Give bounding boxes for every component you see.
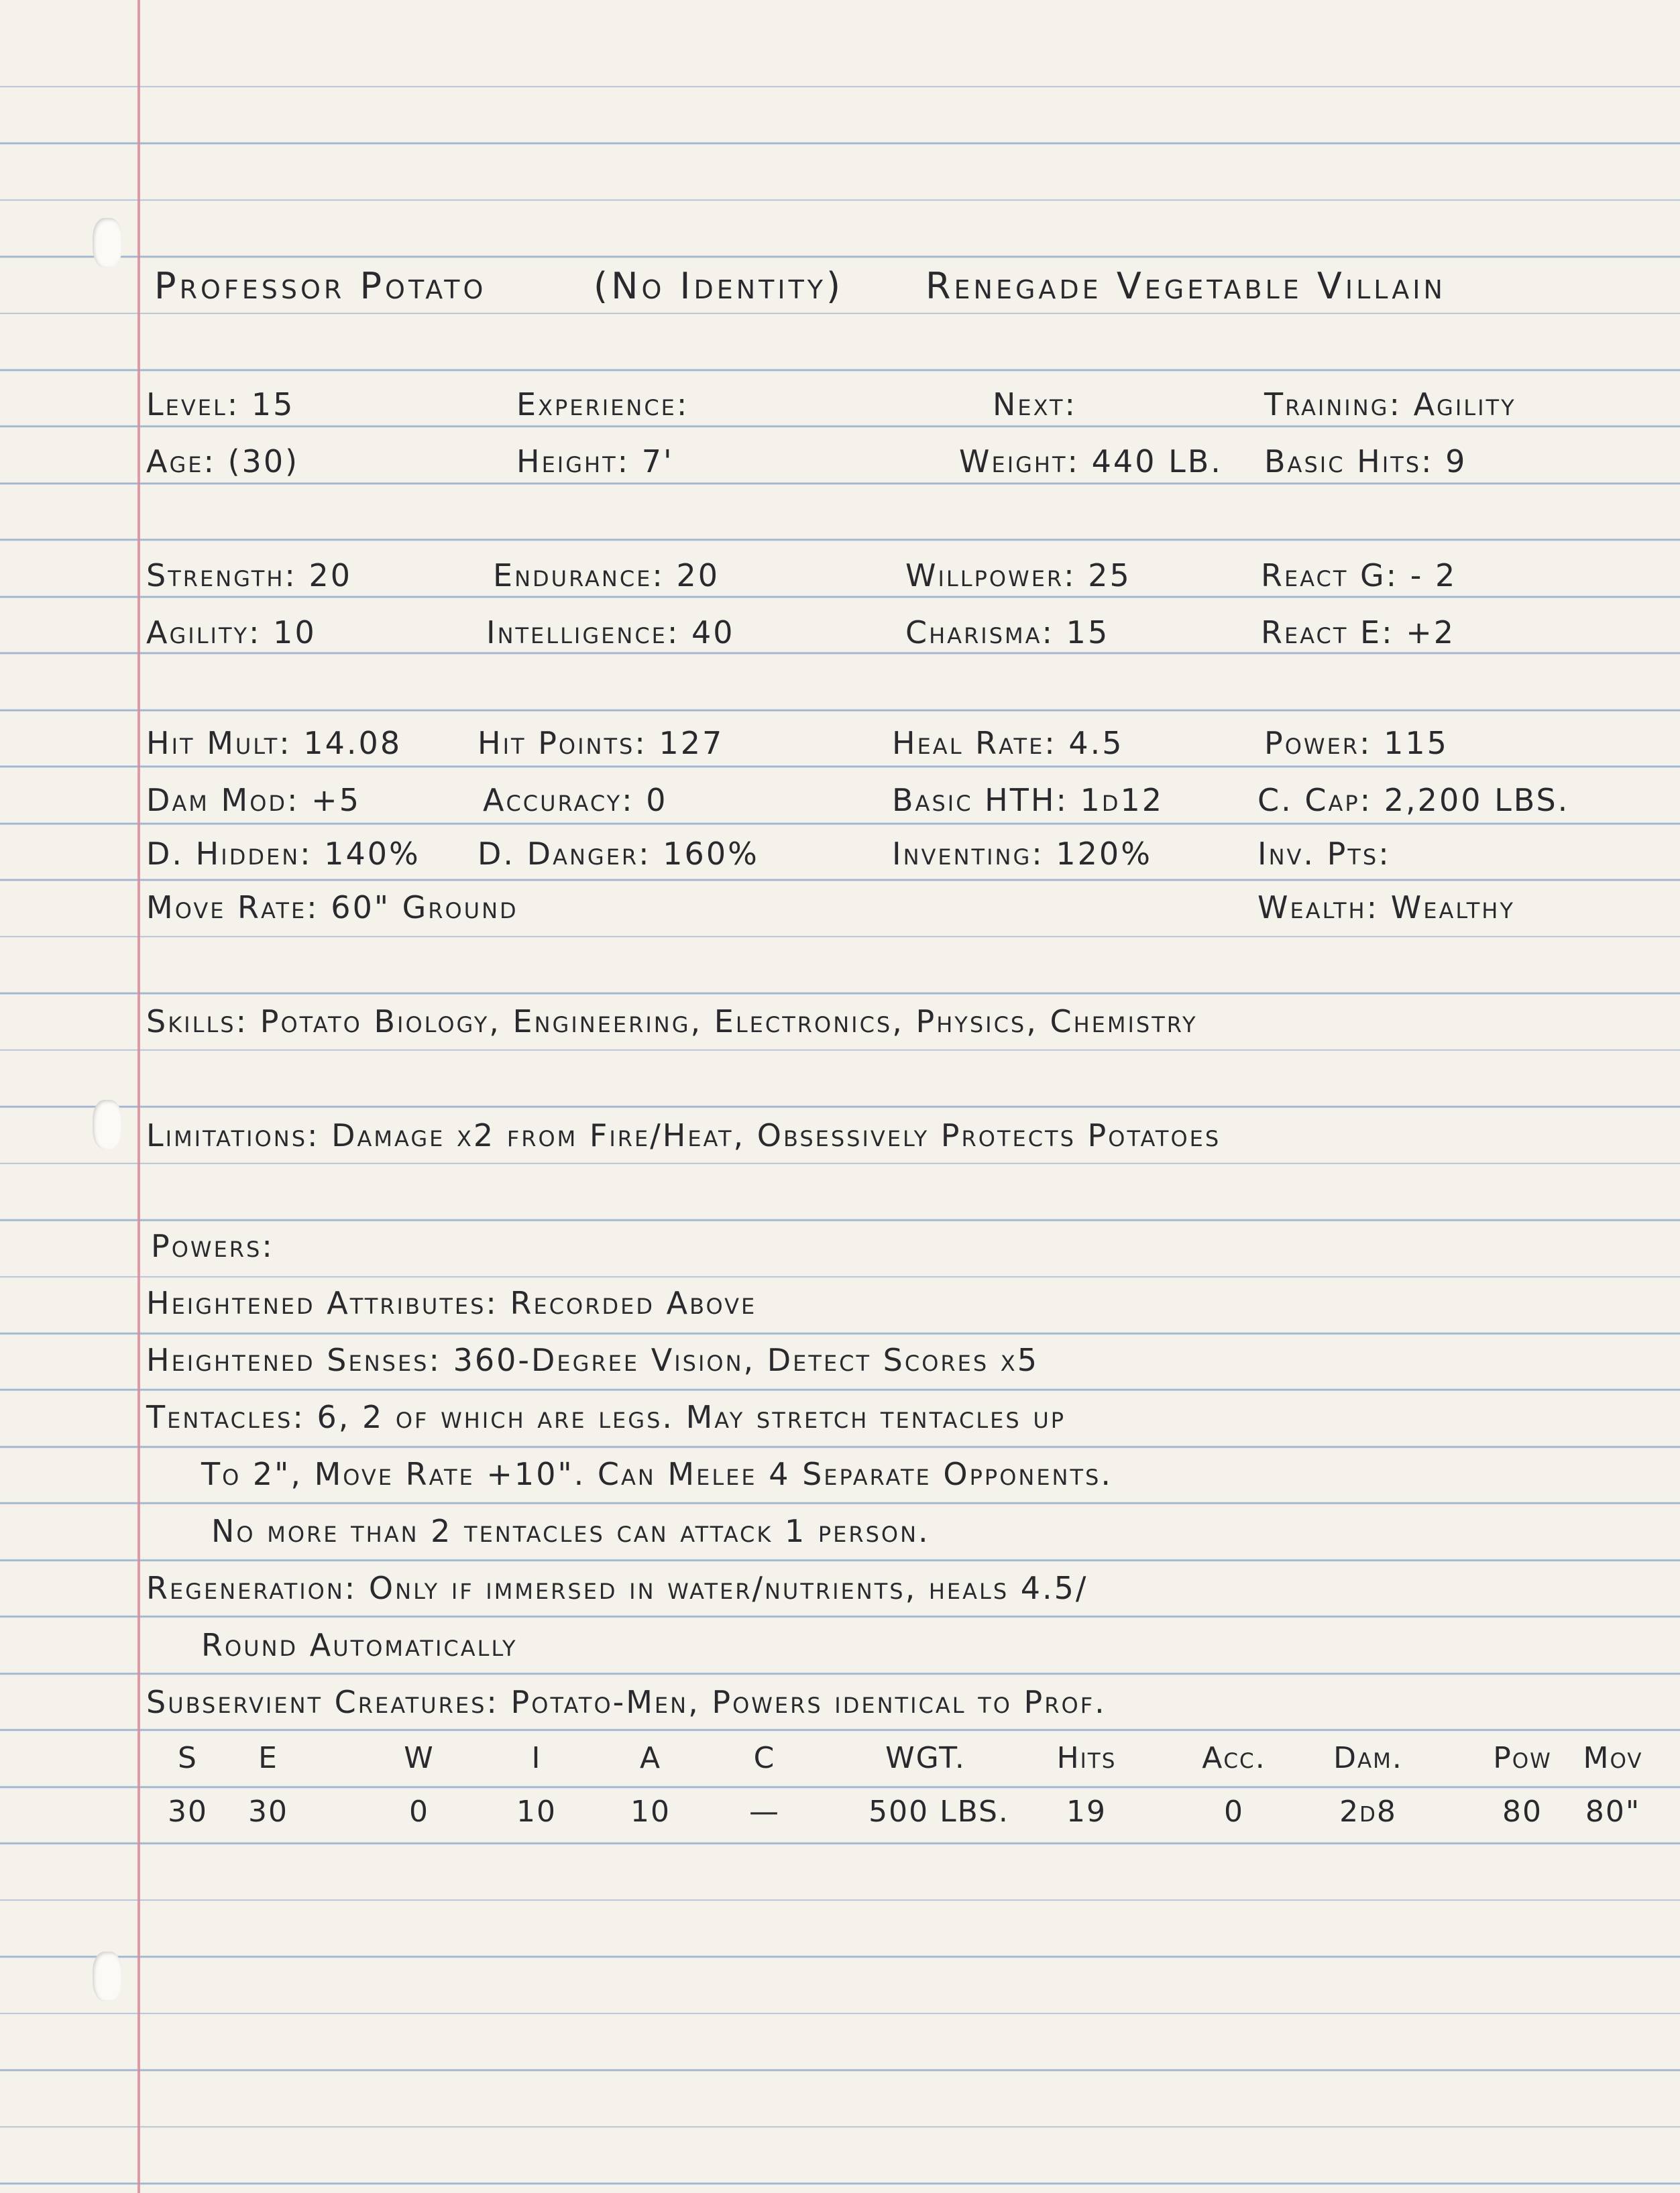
stat-inv-pts: Inv. Pts: [1257,836,1391,872]
table-header-cell: Acc. [1202,1741,1266,1775]
power-line: No more than 2 tentacles can attack 1 person. [211,1513,930,1549]
punch-hole-middle [93,1100,122,1149]
power-line: Regeneration: Only if immersed in water/nutrients, heals 4.5/ [146,1570,1088,1606]
table-value-cell: 80 [1502,1795,1543,1829]
table-value-cell: 80" [1585,1795,1641,1829]
stat-willpower: Willpower: 25 [905,557,1131,594]
table-header-cell: E [258,1741,278,1775]
stat-endurance: Endurance: 20 [493,557,720,594]
stat-d-danger: D. Danger: 160% [478,836,759,872]
red-margin-line [137,0,140,2193]
stat-basic-hth: Basic HTH: 1d12 [892,782,1164,818]
table-header-cell: Hits [1056,1741,1117,1775]
stat-age: Age: (30) [146,443,300,480]
stat-basic-hits: Basic Hits: 9 [1264,443,1467,480]
stat-dam-mod: Dam Mod: +5 [146,782,361,818]
table-header-cell: Pow [1493,1741,1552,1775]
table-header-cell: C [753,1741,776,1775]
table-value-cell: 2d8 [1339,1795,1397,1829]
stat-react-e: React E: +2 [1261,614,1456,651]
stat-carry-cap: C. Cap: 2,200 LBS. [1257,782,1570,818]
character-role: Renegade Vegetable Villain [926,265,1446,307]
stat-next: Next: [993,386,1078,423]
power-line: Heightened Attributes: Recorded Above [146,1285,757,1321]
stat-inventing: Inventing: 120% [892,836,1152,872]
table-value-cell: 30 [248,1795,288,1829]
punch-hole-bottom [93,1952,122,2001]
power-line: Subservient Creatures: Potato-Men, Powers identical to Prof. [146,1684,1107,1720]
power-line: To 2", Move Rate +10". Can Melee 4 Separate Opponents. [201,1456,1113,1492]
stat-power: Power: 115 [1264,725,1449,761]
stat-level: Level: 15 [146,386,295,423]
stat-hit-points: Hit Points: 127 [478,725,724,761]
power-line: Heightened Senses: 360-Degree Vision, Detect Scores x5 [146,1342,1039,1378]
stat-weight: Weight: 440 LB. [959,443,1223,480]
powers-heading: Powers: [151,1228,274,1264]
table-header-cell: I [531,1741,542,1775]
stat-strength: Strength: 20 [146,557,353,594]
skills-line: Skills: Potato Biology, Engineering, Electronics, Physics, Chemistry [146,1003,1198,1039]
stat-hit-mult: Hit Mult: 14.08 [146,725,402,761]
stat-height: Height: 7' [516,443,674,480]
table-header-cell: S [178,1741,198,1775]
character-name: Professor Potato [154,265,487,307]
table-header-cell: W [404,1741,435,1775]
punch-hole-top [93,218,122,268]
table-header-cell: Dam. [1333,1741,1403,1775]
limitations-line: Limitations: Damage x2 from Fire/Heat, Obsessively Protects Potatoes [146,1117,1221,1154]
stat-accuracy: Accuracy: 0 [483,782,668,818]
stat-training: Training: Agility [1264,386,1516,423]
stat-agility: Agility: 10 [146,614,317,651]
table-value-cell: 30 [168,1795,208,1829]
table-value-cell: 0 [409,1795,429,1829]
stat-intelligence: Intelligence: 40 [486,614,735,651]
character-identity: (No Identity) [594,265,844,307]
power-line: Round Automatically [201,1627,518,1663]
stat-experience: Experience: [516,386,689,423]
stat-wealth: Wealth: Wealthy [1257,889,1515,925]
table-header-cell: A [639,1741,662,1775]
table-header-cell: WGT. [885,1741,966,1775]
table-value-cell: — [749,1795,780,1829]
power-line: Tentacles: 6, 2 of which are legs. May stretch tentacles up [146,1399,1066,1435]
table-value-cell: 0 [1224,1795,1244,1829]
stat-react-g: React G: - 2 [1261,557,1457,594]
table-value-cell: 19 [1066,1795,1107,1829]
table-value-cell: 10 [630,1795,671,1829]
table-value-cell: 10 [516,1795,557,1829]
stat-d-hidden: D. Hidden: 140% [146,836,421,872]
stat-charisma: Charisma: 15 [905,614,1110,651]
table-header-cell: Mov [1583,1741,1643,1775]
stat-heal-rate: Heal Rate: 4.5 [892,725,1124,761]
table-value-cell: 500 LBS. [869,1795,1009,1829]
stat-move-rate: Move Rate: 60" Ground [146,889,518,925]
